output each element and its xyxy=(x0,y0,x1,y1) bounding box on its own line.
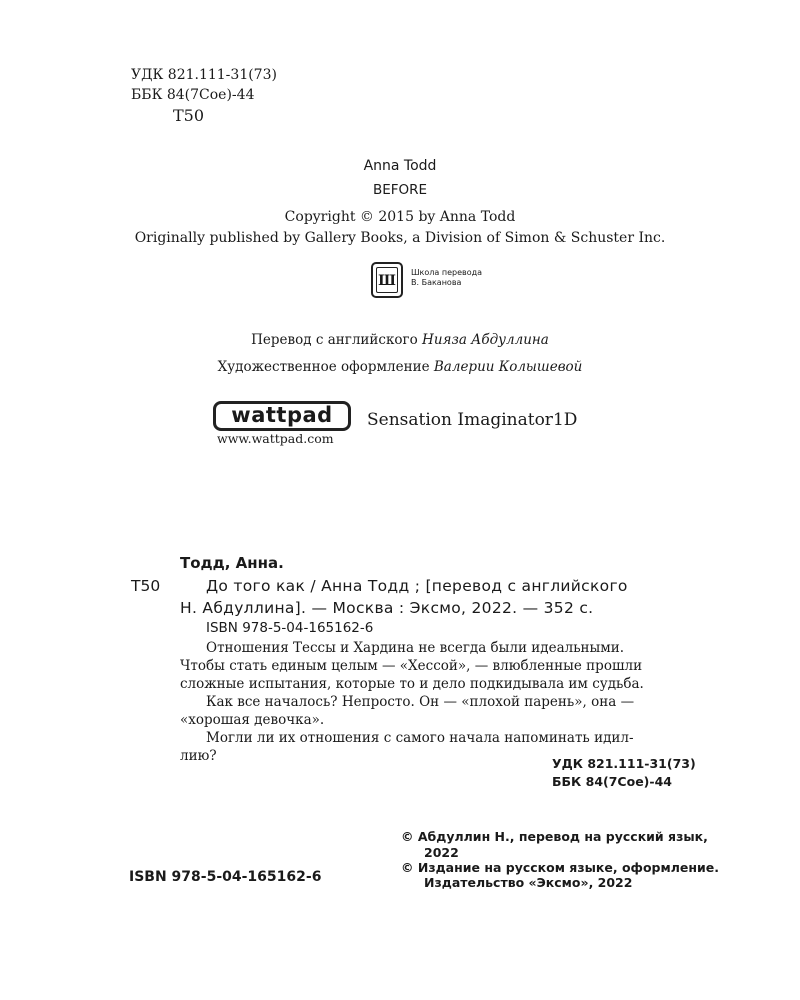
original-author: Anna Todd xyxy=(363,158,437,174)
translator-name: Нияза Абдуллина xyxy=(422,332,549,348)
bib-line-2: Н. Абдуллина]. — Москва : Эксмо, 2022. — 352 с. xyxy=(180,599,594,617)
bbk-code: ББК 84(7Сое)-44 xyxy=(131,87,255,103)
logo-line-1: Школа перевода xyxy=(411,268,483,277)
udk-code-bottom: УДК 821.111-31(73) xyxy=(552,756,696,771)
bib-heading: Тодд, Анна. xyxy=(180,554,284,572)
isbn-bottom: ISBN 978-5-04-165162-6 xyxy=(129,869,322,885)
bib-mark: Т50 xyxy=(131,577,161,595)
annotation-line: сложные испытания, которые то и дело подкидывала им судьба. xyxy=(180,676,644,692)
wattpad-url: www.wattpad.com xyxy=(217,431,334,446)
wattpad-caption: Sensation Imaginator1D xyxy=(367,410,578,430)
designer-name: Валерии Колышевой xyxy=(433,359,583,375)
annotation-line: Могли ли их отношения с самого начала напоминать идил- xyxy=(206,730,634,746)
translation-prefix: Перевод с английского xyxy=(251,332,418,348)
logo-line-2: В. Баканова xyxy=(411,278,462,287)
bib-line-1: До того как / Анна Тодд ; [перевод с английского xyxy=(206,577,628,595)
copyright-line: Copyright © 2015 by Anna Todd xyxy=(284,209,516,225)
design-prefix: Художественное оформление xyxy=(217,359,430,375)
author-mark: Т50 xyxy=(173,106,205,125)
bbk-code-bottom: ББК 84(7Сое)-44 xyxy=(552,774,672,789)
copyright-translation-year: 2022 xyxy=(424,845,459,860)
copyright-edition: © Издание на русском языке, оформление. xyxy=(401,860,719,875)
copyright-publisher: Издательство «Эксмо», 2022 xyxy=(424,875,633,890)
design-credit xyxy=(0,359,800,375)
annotation-line: «хорошая девочка». xyxy=(180,712,325,728)
annotation-line: Как все началось? Непросто. Он — «плохой парень», она — xyxy=(206,694,635,710)
copyright-translation: © Абдуллин Н., перевод на русский язык, xyxy=(401,829,708,844)
original-title: BEFORE xyxy=(372,182,428,198)
publisher-line: Originally published by Gallery Books, a Division of Simon & Schuster Inc. xyxy=(134,230,666,246)
annotation-line: Отношения Тессы и Хардина не всегда были идеальными. xyxy=(206,640,625,656)
udk-code: УДК 821.111-31(73) xyxy=(131,67,277,83)
annotation-line: лию? xyxy=(180,748,217,764)
translation-school-logo-icon: Ш xyxy=(371,262,403,298)
bib-isbn: ISBN 978-5-04-165162-6 xyxy=(206,620,374,636)
annotation-line: Чтобы стать единым целым — «Хессой», — влюбленные прошли xyxy=(180,658,643,674)
translation-credit xyxy=(0,332,800,348)
logo-text xyxy=(411,268,482,288)
wattpad-logo: wattpad xyxy=(213,401,351,431)
